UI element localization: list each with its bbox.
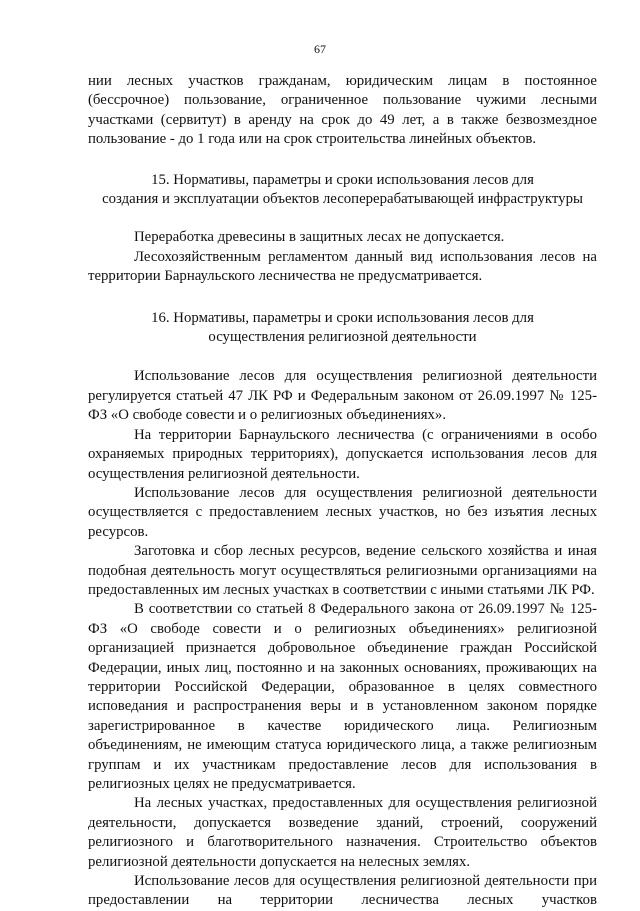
section-16-heading-line1: 16. Нормативы, параметры и сроки использования лесов для — [151, 309, 534, 326]
document-body — [88, 72, 597, 911]
section-15-paragraph-1: Переработка древесины в защитных лесах не допускается. — [134, 229, 505, 246]
page-number: 67 — [314, 42, 326, 56]
section-16-heading — [88, 309, 597, 348]
section-16-paragraph-1: Использование лесов для осуществления религиозной деятельности регулируется статьей 47 ЛК РФ и Федеральным законом от 26.09.1997 № 125-ФЗ «О свободе совести и о религиозных объединениях». — [88, 368, 597, 424]
intro-paragraph: нии лесных участков гражданам, юридическим лицам в постоянное (бессрочное) пользование, ограниченное пользование чужими лесными участками (сервитут) в аренду на срок до 49 лет, а в также безвозмездное пользование - до 1 года или на срок строительства линейных объектов. — [88, 73, 597, 148]
section-15-heading-line1: 15. Нормативы, параметры и сроки использования лесов для — [151, 171, 534, 188]
section-16-paragraph-2: На территории Барнаульского лесничества (с ограничениями в особо охраняемых природных территориях), допускается использования лесов для осуществления религиозной деятельности. — [88, 426, 597, 482]
section-16-paragraph-4: Заготовка и сбор лесных ресурсов, ведение сельского хозяйства и иная подобная деятельность могут осуществляться религиозными организациями на предоставленных им лесных участках в соответствии с иными статьями ЛК РФ. — [88, 543, 597, 598]
section-16-paragraph-6: На лесных участках, предоставленных для осуществления религиозной деятельности, допускается возведение зданий, строений, сооружений религиозного и благотворительного назначения. Строительство объектов религиозной деятельности допускается на нелесных землях. — [88, 795, 597, 870]
section-15-heading — [88, 171, 597, 210]
section-16-paragraph-7: Использование лесов для осуществления религиозной деятельности при предоставлении на территории лесничества лесных участков — [88, 873, 597, 909]
section-15-heading-line2: создания и эксплуатации объектов лесоперерабатывающей инфраструктуры — [102, 191, 583, 208]
section-16-paragraph-5: В соответствии со статьей 8 Федерального закона от 26.09.1997 № 125-ФЗ «О свободе совести и о религиозных объединениях» религиозной организацией признается добровольное объединение граждан Российской Федерации, иных лиц, постоянно и на законных основаниях, проживающих на территории Российской Федерации, образованное в целях совместного исповедания и распространения веры и в установленном законом порядке зарегистрированное в качестве юридического лица. Религиозным объединениям, не имеющим статуса юридического лица, а также религиозным группам и их участникам предоставление лесов для использования в религиозных целях не предусматривается. — [88, 601, 597, 792]
section-16-heading-line2: осуществления религиозной деятельности — [208, 329, 477, 346]
section-15-paragraph-2: Лесохозяйственным регламентом данный вид использования лесов на территории Барнаульского лесничества не предусматривается. — [88, 248, 597, 285]
section-16-paragraph-3: Использование лесов для осуществления религиозной деятельности осуществляется с предоставлением лесных участков, но без изъятия лесных ресурсов. — [88, 484, 597, 540]
